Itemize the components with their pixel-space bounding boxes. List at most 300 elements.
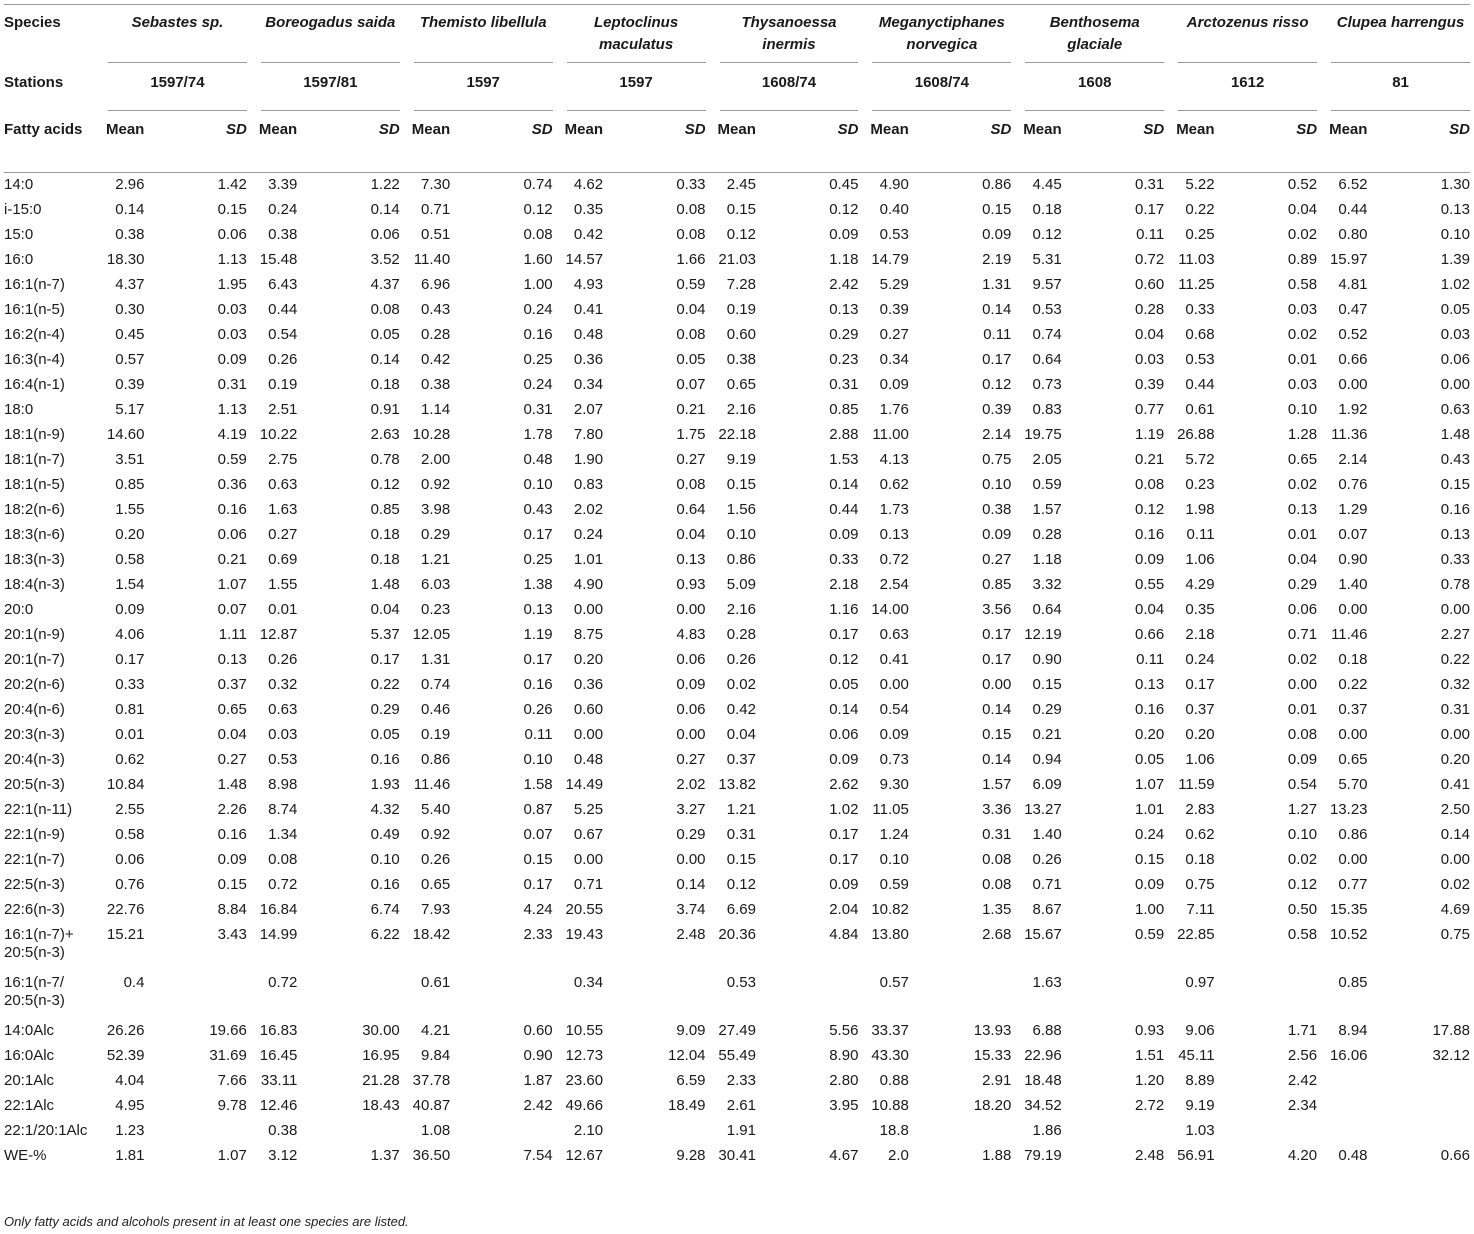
sd-value: 0.04 (676, 301, 706, 318)
sd-value: 0.16 (523, 326, 553, 343)
mean-value: 8.67 (1032, 901, 1062, 918)
mean-value: 14.00 (871, 601, 909, 618)
sd-value: 7.66 (217, 1072, 247, 1089)
fatty-acid-name: 16:0 (4, 251, 34, 268)
mean-value: 0.01 (268, 601, 298, 618)
sd-value: 3.95 (829, 1097, 859, 1114)
sd-value: 0.00 (1440, 376, 1470, 393)
mean-value: 2.10 (573, 1122, 604, 1139)
mean-value: 0.09 (879, 726, 909, 743)
mean-value: 1.92 (1338, 401, 1368, 418)
mean-value: 7.11 (1186, 901, 1215, 918)
mean-value: 40.87 (412, 1097, 451, 1114)
mean-value: 8.94 (1338, 1022, 1368, 1039)
mean-value: 0.74 (421, 676, 451, 693)
mean-value: 0.68 (1185, 326, 1215, 343)
sd-header: SD (1449, 121, 1470, 138)
mean-value: 55.49 (718, 1047, 756, 1064)
sd-value: 0.13 (676, 551, 706, 568)
sd-header: SD (531, 121, 553, 138)
mean-value: 0.37 (1185, 701, 1215, 718)
sd-value: 0.59 (217, 451, 247, 468)
sd-value: 0.09 (1134, 551, 1165, 568)
sd-value: 0.27 (982, 551, 1012, 568)
sd-value: 0.09 (1287, 751, 1318, 768)
sd-value: 9.09 (676, 1022, 706, 1039)
sd-value: 1.28 (1287, 426, 1318, 443)
mean-value: 0.00 (1338, 376, 1368, 393)
fatty-acid-name: 22:1(n-9) (4, 826, 65, 843)
sd-value: 1.31 (982, 276, 1012, 293)
mean-value: 0.36 (573, 676, 604, 693)
station-id: 1597 (619, 74, 653, 91)
sd-value: 0.60 (523, 1022, 553, 1039)
mean-value: 0.53 (726, 974, 756, 991)
station-id: 1608/74 (761, 74, 817, 91)
sd-value: 13.93 (973, 1022, 1012, 1039)
mean-value: 0.54 (268, 326, 298, 343)
mean-value: 0.62 (879, 476, 909, 493)
mean-value: 4.93 (573, 276, 604, 293)
mean-value: 0.19 (726, 301, 756, 318)
mean-value: 0.61 (421, 974, 451, 991)
sd-value: 1.27 (1287, 801, 1318, 818)
mean-value (1317, 1118, 1393, 1143)
mean-value: 0.63 (268, 476, 298, 493)
sd-value: 0.16 (370, 876, 400, 893)
sd-value: 1.02 (1440, 276, 1470, 293)
fatty-acid-name: 22:1(n-11) (4, 801, 73, 818)
mean-value: 0.41 (573, 301, 604, 318)
sd-value: 0.09 (982, 526, 1012, 543)
mean-value: 0.81 (115, 701, 145, 718)
sd-value (1394, 970, 1470, 1018)
mean-value: 8.89 (1185, 1072, 1215, 1089)
mean-value: 1.55 (115, 501, 145, 518)
species-group-rule (1331, 62, 1470, 63)
sd-value: 0.00 (1287, 676, 1318, 693)
sd-value: 0.02 (1287, 226, 1318, 243)
sd-value: 0.13 (829, 301, 859, 318)
table-row (4, 422, 1470, 447)
sd-value: 0.04 (370, 601, 400, 618)
sd-value (476, 970, 552, 1018)
species-group-rule (1025, 62, 1164, 63)
fatty-acid-name: 16:2(n-4) (4, 326, 65, 343)
mean-value: 0.38 (726, 351, 756, 368)
mean-value: 0.38 (421, 376, 451, 393)
sd-value: 1.20 (1134, 1072, 1165, 1089)
mean-header: Mean (870, 121, 909, 138)
mean-value: 1.56 (726, 501, 756, 518)
sd-value: 0.00 (676, 851, 706, 868)
mean-value: 4.90 (573, 576, 604, 593)
station-group-rule (261, 110, 400, 111)
sd-value: 0.06 (829, 726, 859, 743)
mean-value: 0.94 (1032, 751, 1062, 768)
sd-value: 2.72 (1134, 1097, 1165, 1114)
sd-value: 0.10 (523, 476, 553, 493)
mean-value: 0.85 (115, 476, 145, 493)
table-row (4, 747, 1470, 772)
sd-value: 0.17 (982, 351, 1012, 368)
table-row (4, 597, 1470, 622)
sd-value: 0.20 (1134, 726, 1165, 743)
species-name: Thysanoessa inermis (741, 14, 837, 53)
sd-value: 0.05 (1134, 751, 1165, 768)
sd-value: 0.11 (1136, 226, 1165, 243)
mean-value: 0.53 (1032, 301, 1062, 318)
mean-value: 5.29 (879, 276, 909, 293)
sd-value: 0.24 (1134, 826, 1165, 843)
table-row (4, 172, 1470, 197)
sd-value: 0.02 (1287, 326, 1318, 343)
mean-value: 0.71 (421, 201, 451, 218)
sd-value: 0.17 (829, 826, 859, 843)
mean-value: 4.04 (115, 1072, 145, 1089)
mean-value: 1.23 (115, 1122, 145, 1139)
sd-value: 2.33 (523, 926, 553, 943)
sd-value: 0.18 (370, 551, 400, 568)
mean-value: 0.48 (573, 751, 604, 768)
sd-value: 0.31 (829, 376, 859, 393)
table-body (4, 172, 1470, 1168)
sd-value: 0.27 (217, 751, 247, 768)
sd-value: 0.09 (829, 876, 859, 893)
sd-value: 1.88 (982, 1147, 1012, 1164)
mean-value: 5.31 (1032, 251, 1062, 268)
table-row (4, 197, 1470, 222)
sd-value: 1.11 (218, 626, 247, 643)
mean-value: 10.52 (1329, 926, 1368, 943)
mean-value: 4.37 (115, 276, 145, 293)
mean-value: 3.12 (268, 1147, 298, 1164)
mean-value: 2.0 (888, 1147, 909, 1164)
sd-value: 0.59 (676, 276, 706, 293)
sd-value: 0.87 (523, 801, 553, 818)
mean-value: 1.63 (268, 501, 298, 518)
table-row (4, 297, 1470, 322)
mean-value: 2.05 (1032, 451, 1062, 468)
mean-value: 9.84 (421, 1047, 451, 1064)
mean-value: 0.37 (1338, 701, 1368, 718)
sd-value: 1.66 (676, 251, 706, 268)
mean-value: 7.80 (573, 426, 604, 443)
sd-value: 0.04 (1134, 601, 1165, 618)
mean-value (1317, 1093, 1393, 1118)
mean-value: 3.51 (115, 451, 145, 468)
mean-value: 0.01 (115, 726, 145, 743)
sd-value: 0.78 (370, 451, 400, 468)
mean-value: 52.39 (106, 1047, 145, 1064)
sd-value: 0.39 (982, 401, 1012, 418)
mean-value: 0.04 (726, 726, 756, 743)
sd-value: 0.04 (676, 526, 706, 543)
mean-value: 0.09 (879, 376, 909, 393)
mean-value: 0.44 (1185, 376, 1215, 393)
mean-value: 6.43 (268, 276, 298, 293)
mean-sd-header-row (4, 110, 1470, 172)
mean-value: 0.40 (879, 201, 909, 218)
sd-value: 0.01 (1287, 526, 1318, 543)
mean-value: 2.00 (421, 451, 451, 468)
sd-value: 0.48 (523, 451, 553, 468)
mean-value: 11.36 (1331, 426, 1368, 443)
sd-value: 0.14 (829, 476, 859, 493)
table-footnote: Only fatty acids and alcohols present in at least one species are listed. (4, 1214, 409, 1229)
mean-header: Mean (258, 121, 298, 138)
mean-value: 0.52 (1338, 326, 1368, 343)
mean-value: 0.88 (879, 1072, 909, 1089)
sd-value: 0.15 (1134, 851, 1165, 868)
mean-value: 10.22 (259, 426, 298, 443)
mean-value: 45.11 (1178, 1047, 1215, 1064)
sd-value: 0.03 (1287, 376, 1318, 393)
sd-value: 0.03 (1440, 326, 1470, 343)
sd-value: 0.33 (676, 176, 706, 193)
sd-value: 0.09 (829, 526, 859, 543)
mean-value: 0.34 (573, 974, 604, 991)
station-id: 81 (1392, 74, 1409, 91)
fatty-acid-name: 22:1/20:1Alc (4, 1122, 88, 1139)
mean-value: 0.00 (573, 601, 604, 618)
mean-value: 0.27 (879, 326, 909, 343)
sd-value: 0.05 (829, 676, 859, 693)
mean-value: 0.74 (1032, 326, 1062, 343)
sd-value (1394, 1118, 1470, 1143)
sd-value: 0.31 (1440, 701, 1470, 718)
station-group-rule (414, 110, 553, 111)
sd-value: 0.13 (217, 651, 247, 668)
sd-value: 0.06 (217, 526, 247, 543)
sd-value: 1.60 (523, 251, 553, 268)
mean-value: 26.88 (1177, 426, 1215, 443)
sd-value: 5.37 (370, 626, 400, 643)
table-row (4, 672, 1470, 697)
sd-value: 0.06 (217, 226, 247, 243)
sd-value: 0.38 (982, 501, 1012, 518)
fatty-acid-name: 18:3(n-3) (4, 551, 65, 568)
mean-value: 10.82 (871, 901, 909, 918)
sd-value: 0.63 (1440, 401, 1470, 418)
mean-value: 1.76 (879, 401, 909, 418)
sd-value: 0.43 (1440, 451, 1470, 468)
mean-value: 0.26 (268, 651, 298, 668)
mean-value: 0.18 (1032, 201, 1062, 218)
table-row (4, 322, 1470, 347)
header-bottom-rule (4, 172, 1470, 173)
fatty-acid-name: i-15:0 (4, 201, 42, 218)
mean-value: 1.21 (726, 801, 756, 818)
mean-value: 0.37 (726, 751, 756, 768)
fatty-acid-name: 22:1Alc (4, 1097, 55, 1114)
sd-value: 0.29 (370, 701, 400, 718)
sd-value: 4.37 (370, 276, 400, 293)
mean-value: 0.15 (726, 201, 756, 218)
fatty-acid-name: 18:1(n-5) (4, 476, 65, 493)
mean-value: 2.96 (115, 176, 145, 193)
mean-value: 12.73 (565, 1047, 604, 1064)
fatty-acid-name: 20:0 (4, 601, 34, 618)
table-row (4, 1068, 1470, 1093)
mean-value: 0.35 (573, 201, 604, 218)
mean-value: 2.54 (879, 576, 909, 593)
mean-value: 1.29 (1338, 501, 1368, 518)
mean-value: 0.66 (1338, 351, 1368, 368)
mean-value: 6.09 (1032, 776, 1062, 793)
sd-value: 0.91 (370, 401, 400, 418)
sd-value: 0.14 (982, 751, 1012, 768)
sd-value: 0.15 (982, 201, 1012, 218)
mean-value: 0.48 (1338, 1147, 1368, 1164)
mean-value: 11.46 (1331, 626, 1368, 643)
fatty-acid-name: 22:1(n-7) (4, 851, 65, 868)
mean-value: 0.41 (879, 651, 909, 668)
table-row (4, 1043, 1470, 1068)
sd-value: 1.07 (217, 1147, 247, 1164)
mean-value: 56.91 (1177, 1147, 1215, 1164)
mean-value: 15.21 (106, 926, 145, 943)
sd-value: 0.89 (1287, 251, 1318, 268)
mean-value: 0.10 (879, 851, 909, 868)
sd-value: 0.12 (829, 201, 859, 218)
mean-value: 23.60 (565, 1072, 604, 1089)
sd-value: 0.09 (217, 851, 247, 868)
mean-value: 0.86 (421, 751, 451, 768)
species-header-row (4, 0, 1470, 62)
sd-value: 9.78 (217, 1097, 247, 1114)
table-row (4, 897, 1470, 922)
mean-value: 5.40 (421, 801, 451, 818)
fatty-acid-name: 18:1(n-7) (4, 451, 65, 468)
stations-label: Stations (4, 74, 64, 91)
station-group-rule (720, 110, 859, 111)
sd-value: 2.80 (829, 1072, 859, 1089)
table-row (4, 397, 1470, 422)
table-row (4, 1143, 1470, 1168)
mean-value: 16.06 (1329, 1047, 1368, 1064)
sd-value: 0.10 (1440, 226, 1470, 243)
mean-value: 12.87 (259, 626, 298, 643)
fatty-acid-name: 16:1(n-5) (4, 301, 65, 318)
fatty-acid-name: 20:4(n-6) (4, 701, 65, 718)
sd-value: 0.12 (523, 201, 553, 218)
table-row (4, 822, 1470, 847)
mean-value: 0.4 (123, 974, 145, 991)
sd-value: 4.83 (676, 626, 706, 643)
sd-value: 0.17 (829, 851, 859, 868)
sd-value: 30.00 (362, 1022, 400, 1039)
mean-value: 0.72 (268, 974, 298, 991)
sd-value: 1.16 (829, 601, 859, 618)
sd-value (1088, 1118, 1164, 1143)
mean-value: 0.38 (268, 1122, 298, 1139)
mean-value: 0.42 (421, 351, 451, 368)
sd-value: 0.54 (1287, 776, 1318, 793)
mean-value: 13.82 (718, 776, 756, 793)
mean-value: 1.08 (421, 1122, 451, 1139)
sd-value: 1.78 (523, 426, 553, 443)
mean-value: 12.67 (565, 1147, 604, 1164)
mean-value: 1.03 (1185, 1122, 1215, 1139)
sd-value: 18.20 (973, 1097, 1012, 1114)
sd-value: 3.27 (676, 801, 706, 818)
sd-value: 1.95 (217, 276, 247, 293)
mean-value: 1.01 (573, 551, 604, 568)
sd-value: 0.07 (676, 376, 706, 393)
mean-value: 0.92 (421, 476, 451, 493)
species-group-rule (108, 62, 247, 63)
mean-value: 2.18 (1185, 626, 1215, 643)
table-row (4, 372, 1470, 397)
mean-value: 1.40 (1338, 576, 1368, 593)
sd-value: 1.19 (1134, 426, 1165, 443)
mean-value: 0.06 (115, 851, 145, 868)
mean-value: 0.00 (879, 676, 909, 693)
mean-value: 0.21 (1032, 726, 1062, 743)
sd-value: 0.12 (829, 651, 859, 668)
mean-value: 1.98 (1185, 501, 1215, 518)
sd-value: 7.54 (523, 1147, 553, 1164)
station-id: 1597/81 (303, 74, 358, 91)
sd-value: 0.04 (217, 726, 247, 743)
mean-value: 6.96 (421, 276, 451, 293)
mean-value: 0.62 (1185, 826, 1215, 843)
sd-value: 0.45 (829, 176, 859, 193)
sd-value: 0.09 (217, 351, 247, 368)
sd-value: 0.02 (1287, 476, 1318, 493)
species-name: Arctozenus risso (1186, 14, 1309, 31)
mean-value: 4.29 (1185, 576, 1215, 593)
mean-value: 16.83 (259, 1022, 298, 1039)
mean-value: 8.98 (268, 776, 298, 793)
sd-value: 0.16 (1134, 526, 1165, 543)
mean-value: 0.26 (1032, 851, 1062, 868)
sd-value: 0.18 (370, 376, 400, 393)
mean-value: 0.30 (115, 301, 145, 318)
species-group-rule (414, 62, 553, 63)
table-row (4, 622, 1470, 647)
mean-value: 0.77 (1338, 876, 1368, 893)
fatty-acid-name: 20:5(n-3) (4, 776, 65, 793)
sd-value: 0.65 (1287, 451, 1318, 468)
sd-value: 4.84 (829, 926, 859, 943)
mean-value: 0.57 (879, 974, 909, 991)
sd-value: 0.29 (829, 326, 859, 343)
table-row (4, 922, 1470, 970)
sd-value (629, 1118, 705, 1143)
sd-value: 0.02 (1440, 876, 1470, 893)
sd-value: 0.29 (1287, 576, 1318, 593)
mean-value: 0.67 (573, 826, 604, 843)
stations-header-row (4, 62, 1470, 110)
sd-value: 0.15 (217, 876, 247, 893)
sd-value: 8.84 (217, 901, 247, 918)
sd-value: 1.13 (217, 401, 247, 418)
mean-value: 2.14 (1338, 451, 1368, 468)
mean-value: 10.84 (106, 776, 145, 793)
table-row (4, 547, 1470, 572)
sd-value: 2.91 (982, 1072, 1012, 1089)
mean-value: 1.54 (115, 576, 145, 593)
table-row (4, 847, 1470, 872)
sd-value: 0.22 (1440, 651, 1470, 668)
sd-value: 4.69 (1440, 901, 1470, 918)
sd-value: 1.42 (217, 176, 247, 193)
mean-value: 2.51 (268, 401, 298, 418)
fatty-acids-label: Fatty acids (4, 121, 83, 138)
mean-value: 1.86 (1032, 1122, 1062, 1139)
